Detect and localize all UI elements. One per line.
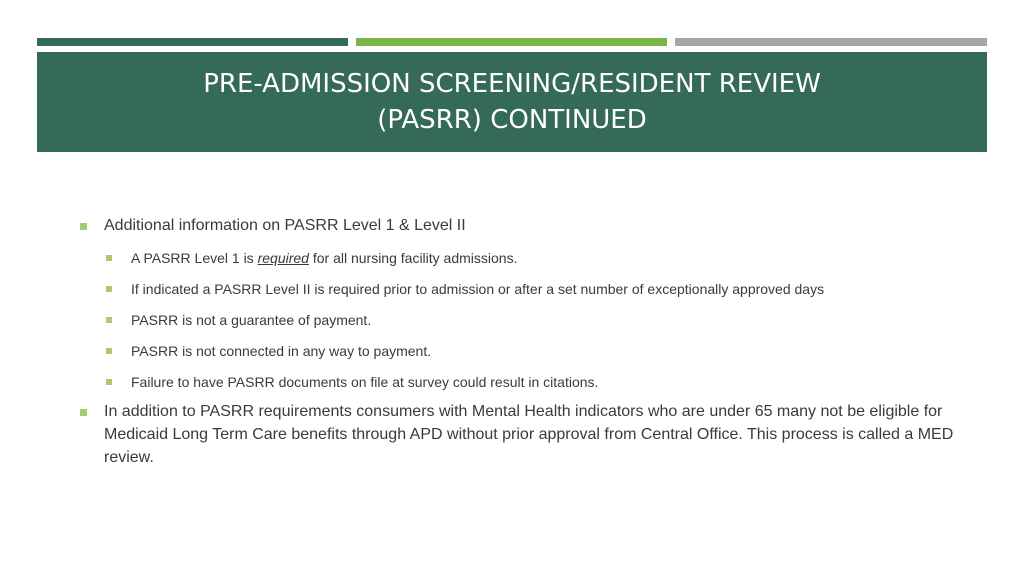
square-bullet-icon [106, 286, 112, 292]
sub-bullet-text: PASRR is not connected in any way to payment. [131, 343, 432, 359]
title-line-2: (PASRR) CONTINUED [377, 105, 647, 135]
bullet-text: In addition to PASRR requirements consumers with Mental Health indicators who are under 65 many not be eligible for Medicaid Long Term Care benefits through APD without prior approval from Central Office. This process is called a MED review. [104, 403, 954, 466]
emphasis-required: required [257, 250, 309, 266]
sub-list-item [78, 372, 968, 392]
square-bullet-icon [106, 255, 112, 261]
sub-list-item [78, 279, 968, 299]
accent-bar-light-green [356, 38, 667, 46]
square-bullet-icon [80, 223, 87, 230]
square-bullet-icon [106, 379, 112, 385]
sub-list-item [78, 248, 968, 268]
accent-bar-gray [675, 38, 987, 46]
sub-bullet-text: PASRR is not a guarantee of payment. [131, 312, 372, 328]
sub-bullet-text-pre: A PASRR Level 1 is [131, 250, 258, 266]
sub-bullet-text: If indicated a PASRR Level II is required prior to admission or after a set number of exceptionally approved days [131, 281, 825, 297]
list-item [78, 214, 968, 237]
square-bullet-icon [106, 317, 112, 323]
list-item [78, 400, 968, 469]
title-line-1: PRE-ADMISSION SCREENING/RESIDENT REVIEW [203, 69, 821, 99]
square-bullet-icon [80, 409, 87, 416]
slide-body [78, 210, 968, 469]
sub-bullet-text-post: for all nursing facility admissions. [308, 250, 518, 266]
slide-title [203, 66, 821, 138]
title-band [37, 52, 987, 152]
sub-list-item [78, 341, 968, 361]
sub-bullet-text: Failure to have PASRR documents on file at survey could result in citations. [131, 374, 599, 390]
square-bullet-icon [106, 348, 112, 354]
sub-list-item [78, 310, 968, 330]
top-accent-bars [37, 38, 987, 46]
accent-bar-dark-green [37, 38, 348, 46]
bullet-text: Additional information on PASRR Level 1 & Level II [104, 217, 466, 234]
